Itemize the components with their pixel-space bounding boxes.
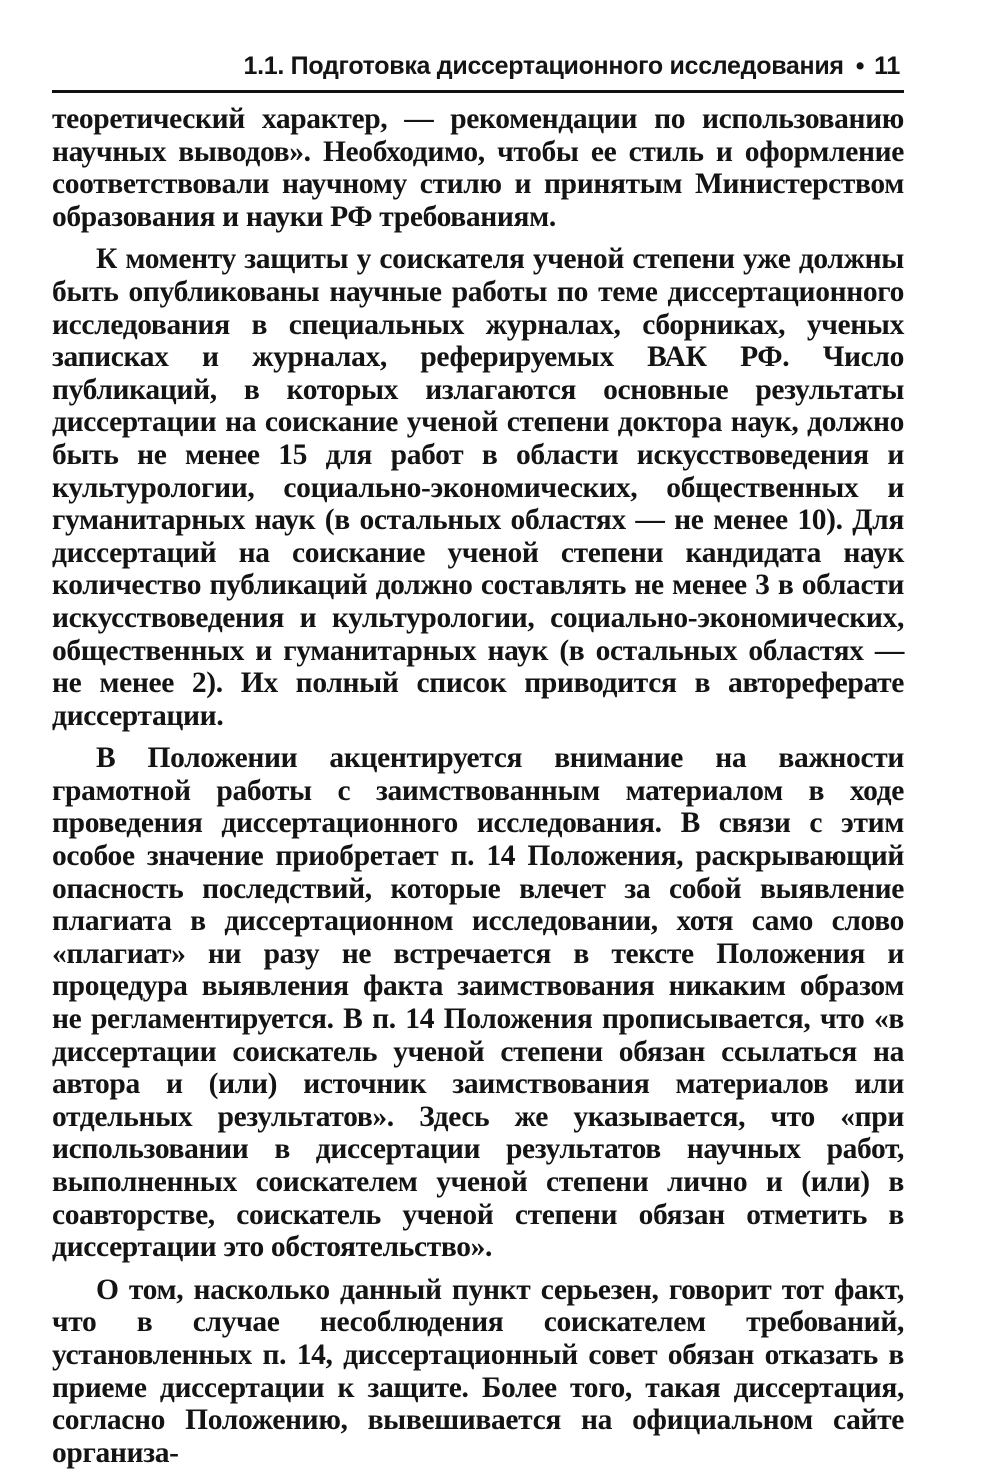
paragraph: В Положении акцентируется внимание на важности грамотной работы с заимствованным материалом в ходе проведения диссертационного исследования. В связи с этим особое значение приобретает п. 14 Положения, раскрывающий опасность последствий, которые влечет за собой выявление плагиата в диссертационном исследовании, хотя само слово «плагиат» ни разу не встречается в тексте Положения и процедура выявления факта заимствования никаким образом не регламентируется. В п. 14 Положения прописывается, что «в диссертации соискатель ученой степени обязан ссылаться на автора и (или) источник заимствования материалов или отдельных результатов». Здесь же указывается, что «при использовании в диссертации результатов научных работ, выполненных соискателем ученой степени лично и (или) в соавторстве, соискатель ученой степени обязан отметить в диссертации это обстоятельство». xyxy=(52,742,904,1264)
paragraph: О том, насколько данный пункт серьезен, говорит тот факт, что в случае несоблюдения соискателем требований, установленных п. 14, диссертационный совет обязан отказать в приеме диссертации к защите. Более того, такая диссертация, согласно Положению, вывешивается на официальном сайте организа- xyxy=(52,1273,904,1469)
running-head xyxy=(52,48,904,84)
paragraph-continued: теоретический характер, — рекомендации по использованию научных выводов». Необходимо, чтобы ее стиль и оформление соответствовали научному стилю и принятым Министерством образования и науки РФ требованиям. xyxy=(52,103,904,233)
paragraph: К моменту защиты у соискателя ученой степени уже должны быть опубликованы научные работы по теме диссертационного исследования в специальных журналах, сборниках, ученых записках и журналах, реферируемых ВАК РФ. Число публикаций, в которых излагаются основные результаты диссертации на соискание ученой степени доктора наук, должно быть не менее 15 для работ в области искусствоведения и культурологии, социально-экономических, общественных и гуманитарных наук (в остальных областях — не менее 10). Для диссертаций на соискание ученой степени кандидата наук количество публикаций должно составлять не менее 3 в области искусствоведения и культурологии, социально-экономических, общественных и гуманитарных наук (в остальных областях — не менее 2). Их полный список приводится в автореферате диссертации. xyxy=(52,243,904,732)
page-number: 11 xyxy=(874,52,900,80)
body-text xyxy=(52,103,904,1469)
book-page xyxy=(52,48,904,1479)
bullet-separator: • xyxy=(855,52,865,80)
header-rule xyxy=(52,90,904,93)
chapter-title: 1.1. Подготовка диссертационного исследования xyxy=(243,52,844,80)
